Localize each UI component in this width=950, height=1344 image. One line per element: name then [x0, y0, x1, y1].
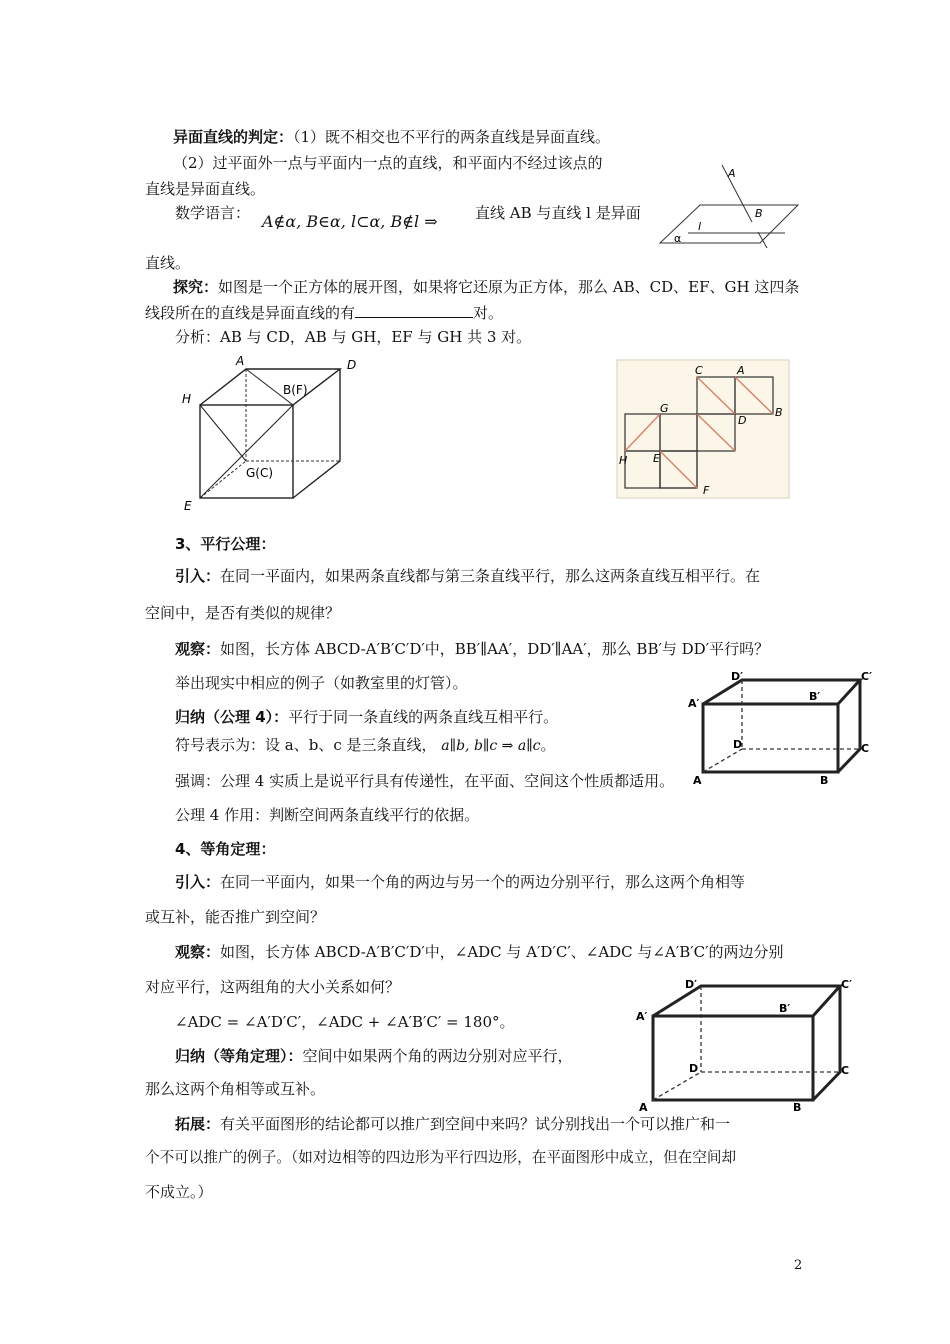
plane-line-figure — [650, 160, 810, 260]
skew-math-conclusion: 直线 AB 与直线 l 是异面 — [475, 204, 641, 222]
parallel-intro-label: 引入： — [175, 567, 221, 585]
equal-angle-intro — [175, 871, 745, 893]
equal-angle-formula: ∠ADC = ∠A′D′C′，∠ADC + ∠A′B′C′ = 180°。 — [175, 1013, 515, 1031]
cube-figure — [180, 355, 370, 515]
box2-label-D: D — [689, 1062, 699, 1075]
parallel-symbol — [175, 734, 556, 757]
box1-label-D: D — [733, 738, 743, 751]
parallel-symbol-end: 。 — [540, 736, 556, 754]
equal-angle-intro-label: 引入： — [175, 873, 221, 891]
explore-analysis: 分析：AB 与 CD，AB 与 GH，EF 与 GH 共 3 对。 — [175, 328, 532, 346]
equal-angle-extend-3: 不成立。） — [145, 1183, 213, 1201]
plane-label-B: B — [755, 207, 763, 220]
parallel-symbol-math: a∥b, b∥c ⇒ a∥c — [441, 738, 541, 754]
page-number: 2 — [794, 1258, 803, 1273]
parallel-observe — [175, 638, 769, 660]
equal-angle-extend — [175, 1113, 730, 1135]
net-label-D: D — [738, 414, 747, 427]
skew-math-expr: A∉α, B∈α, l⊂α, B∉l ⇒ — [262, 212, 438, 231]
parallel-example: 举出现实中相应的例子（如教室里的灯管）。 — [175, 674, 468, 692]
parallel-symbol-text: 符号表示为：设 a、b、c 是三条直线， — [175, 736, 437, 754]
plane-label-A: A — [728, 167, 736, 180]
box-figure-1 — [685, 672, 885, 790]
box2-label-B1: B′ — [779, 1002, 791, 1015]
cube-label-H: H — [182, 392, 192, 406]
parallel-usage: 公理 4 作用：判断空间两条直线平行的依据。 — [175, 806, 480, 824]
equal-angle-observe-label: 观察： — [175, 943, 221, 961]
explore-line-1 — [173, 276, 799, 298]
skew-math-label: 数学语言： — [175, 204, 251, 222]
skew-line-3: 直线是异面直线。 — [145, 180, 266, 198]
box2-label-A1: A′ — [636, 1010, 648, 1023]
net-label-B: B — [775, 406, 783, 419]
parallel-observe-label: 观察： — [175, 640, 221, 658]
box1-label-B: B — [820, 774, 829, 787]
box2-label-C: C — [841, 1064, 850, 1077]
net-label-G: G — [660, 402, 669, 415]
explore-label: 探究： — [173, 278, 219, 296]
skew-line-1 — [173, 126, 610, 148]
explore-line-2 — [145, 302, 503, 324]
parallel-induce-text: 平行于同一条直线的两条直线互相平行。 — [288, 708, 559, 726]
cube-net-figure — [617, 360, 789, 498]
equal-angle-heading: 4、等角定理： — [175, 840, 276, 858]
skew-line-2: （2）过平面外一点与平面内一点的直线，和平面内不经过该点的 — [173, 154, 603, 172]
box1-label-A: A — [693, 774, 702, 787]
parallel-observe-text: 如图，长方体 ABCD-A′B′C′D′中，BB′∥AA′，DD′∥AA′，那么 BB′与 DD′平行吗？ — [220, 640, 770, 658]
net-label-E: E — [653, 452, 660, 465]
equal-angle-induce — [175, 1045, 573, 1067]
explore-text-1: 如图是一个正方体的展开图，如果将它还原为正方体，那么 AB、CD、EF、GH 这四条 — [218, 278, 800, 296]
parallel-emphasis: 强调：公理 4 实质上是说平行具有传递性，在平面、空间这个性质都适用。 — [175, 772, 675, 790]
net-label-F: F — [703, 484, 710, 497]
parallel-induce-label: 归纳（公理 4）： — [175, 708, 289, 726]
equal-angle-induce-2: 那么这两个角相等或互补。 — [145, 1080, 326, 1098]
equal-angle-extend-label: 拓展： — [175, 1115, 221, 1133]
parallel-induce — [175, 706, 558, 728]
equal-angle-intro-2: 或互补，能否推广到空间？ — [145, 908, 326, 926]
cube-label-D: D — [347, 358, 357, 372]
parallel-intro — [175, 565, 760, 587]
equal-angle-observe-2: 对应平行，这两组角的大小关系如何？ — [145, 978, 401, 996]
equal-angle-induce-text: 空间中如果两个角的两边分别对应平行， — [302, 1047, 573, 1065]
box1-label-A1: A′ — [688, 697, 700, 710]
equal-angle-intro-text: 在同一平面内，如果一个角的两边与另一个的两边分别平行，那么这两个角相等 — [220, 873, 746, 891]
box-figure-2 — [633, 978, 863, 1113]
equal-angle-extend-2: 个不可以推广的例子。（如对边相等的四边形为平行四边形，在平面图形中成立，但在空间却 — [145, 1149, 737, 1166]
explore-text-2b: 对。 — [473, 304, 504, 322]
box1-label-B1: B′ — [809, 690, 821, 703]
cube-label-BF: B(F) — [283, 383, 308, 397]
box2-label-D1: D′ — [685, 978, 698, 991]
box1-label-C1: C′ — [861, 670, 872, 683]
equal-angle-observe — [175, 941, 784, 963]
equal-angle-observe-text: 如图，长方体 ABCD-A′B′C′D′中，∠ADC 与 A′D′C′、∠ADC 与∠A′B′C′的两边分别 — [220, 943, 784, 961]
skew-line-5: 直线。 — [145, 254, 191, 272]
net-label-A: A — [737, 364, 745, 377]
box1-label-C: C — [861, 742, 870, 755]
box2-label-A: A — [639, 1101, 648, 1114]
equal-angle-extend-text: 有关平面图形的结论都可以推广到空间中来吗？试分别找出一个可以推广和一 — [220, 1115, 731, 1133]
equal-angle-induce-label: 归纳（等角定理）： — [175, 1047, 303, 1065]
parallel-intro-text: 在同一平面内，如果两条直线都与第三条直线平行，那么这两条直线互相平行。在 — [220, 567, 761, 585]
cube-label-E: E — [184, 499, 192, 513]
skew-line1-text: （1）既不相交也不平行的两条直线是异面直线。 — [293, 128, 611, 146]
plane-label-l: l — [698, 220, 702, 233]
net-label-H: H — [619, 454, 628, 467]
parallel-intro-2: 空间中，是否有类似的规律？ — [145, 604, 341, 622]
answer-blank[interactable] — [355, 303, 473, 318]
explore-text-2a: 线段所在的直线是异面直线的有 — [145, 304, 356, 322]
box2-label-C1: C′ — [841, 978, 852, 991]
net-label-C: C — [695, 364, 703, 377]
plane-label-alpha: α — [674, 232, 682, 245]
cube-label-GC: G(C) — [246, 466, 274, 480]
box1-label-D1: D′ — [731, 670, 744, 683]
box2-label-B: B — [793, 1101, 802, 1114]
skew-title: 异面直线的判定： — [173, 128, 294, 146]
parallel-heading: 3、平行公理： — [175, 535, 276, 553]
cube-label-A: A — [236, 354, 245, 368]
